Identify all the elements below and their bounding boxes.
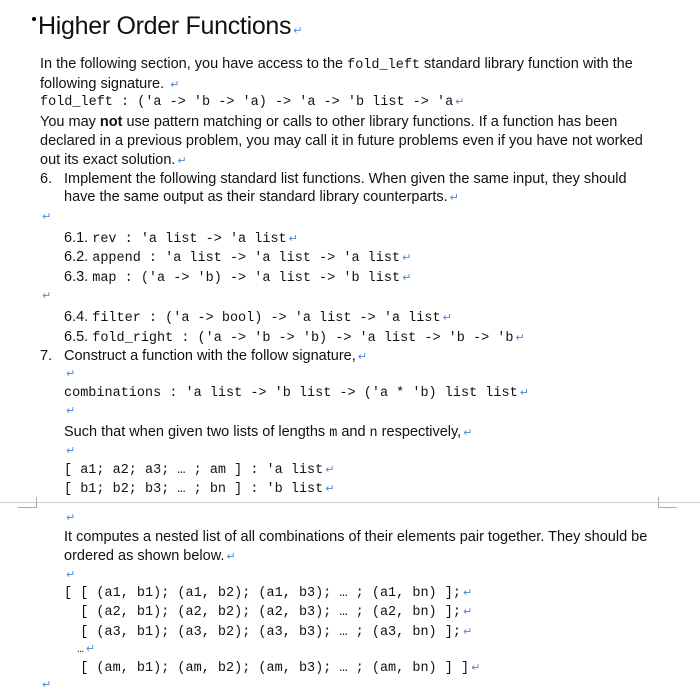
empty-paragraph-mark: ↵: [66, 444, 76, 457]
empty-paragraph-mark: ↵: [66, 367, 76, 380]
combination-row: [ (a3, b1); (a3, b2); (a3, b3); … ; (a3, bn) ]; ↵: [64, 625, 473, 640]
q7-line-1: Construct a function with the follow signature, ↵: [64, 348, 367, 364]
q6-item: 6.1. rev : 'a list -> 'a list ↵: [64, 230, 298, 247]
page-corner-right: [658, 497, 677, 508]
combination-row: [ (a2, b1); (a2, b2); (a2, b3); … ; (a2, bn) ]; ↵: [64, 605, 473, 620]
q7-number: 7.: [40, 348, 53, 364]
such-that-line: Such that when given two lists of lengths m and n respectively, ↵: [64, 424, 473, 441]
empty-paragraph-mark: ↵: [66, 511, 76, 524]
empty-paragraph-mark: ↵: [66, 568, 76, 581]
q6-item: 6.5. fold_right : ('a -> 'b -> 'b) -> 'a list -> 'b -> 'b ↵: [64, 329, 525, 346]
intro-line-2: following signature. ↵: [40, 76, 180, 92]
combination-row: … ↵: [64, 642, 96, 656]
empty-paragraph-mark: ↵: [42, 289, 52, 302]
q6-item: 6.4. filter : ('a -> bool) -> 'a list -> 'a list ↵: [64, 309, 452, 326]
list-b-example: [ b1; b2; b3; … ; bn ] : 'b list ↵: [64, 482, 335, 497]
combinations-signature: combinations : 'a list -> 'b list -> ('a * 'b) list list ↵: [64, 386, 529, 401]
combination-row: [ (am, b1); (am, b2); (am, b3); … ; (am, bn) ] ] ↵: [64, 661, 481, 676]
computes-line-1: It computes a nested list of all combinations of their elements pair together. They should be: [64, 529, 648, 545]
q6-item: 6.2. append : 'a list -> 'a list -> 'a list ↵: [64, 249, 412, 266]
q6-line-1: Implement the following standard list functions. When given the same input, they should: [64, 171, 627, 187]
computes-line-2: ordered as shown below. ↵: [64, 548, 236, 564]
q6-number: 6.: [40, 171, 53, 187]
rule-line-1: You may not use pattern matching or calls to other library functions. If a function has been: [40, 114, 618, 130]
empty-paragraph-mark: ↵: [42, 678, 52, 691]
title-bullet: [32, 17, 36, 21]
intro-line-1: In the following section, you have access to the fold_left standard library function with the: [40, 56, 633, 73]
page-break: [0, 502, 700, 503]
empty-paragraph-mark: ↵: [66, 404, 76, 417]
rule-line-3: out its exact solution. ↵: [40, 152, 187, 168]
empty-paragraph-mark: ↵: [42, 210, 52, 223]
fold-left-signature: fold_left : ('a -> 'b -> 'a) -> 'a -> 'b list -> 'a ↵: [40, 95, 465, 110]
list-a-example: [ a1; a2; a3; … ; am ] : 'a list ↵: [64, 463, 335, 478]
q6-line-2: have the same output as their standard library counterparts. ↵: [64, 189, 459, 205]
page-title: Higher Order Functions ↵: [38, 12, 303, 40]
q6-item: 6.3. map : ('a -> 'b) -> 'a list -> 'b list ↵: [64, 269, 412, 286]
rule-line-2: declared in a previous problem, you may call it in future problems even if you have not worked: [40, 133, 643, 149]
page-corner-left: [18, 497, 37, 508]
combination-row: [ [ (a1, b1); (a1, b2); (a1, b3); … ; (a1, bn) ]; ↵: [64, 586, 473, 601]
